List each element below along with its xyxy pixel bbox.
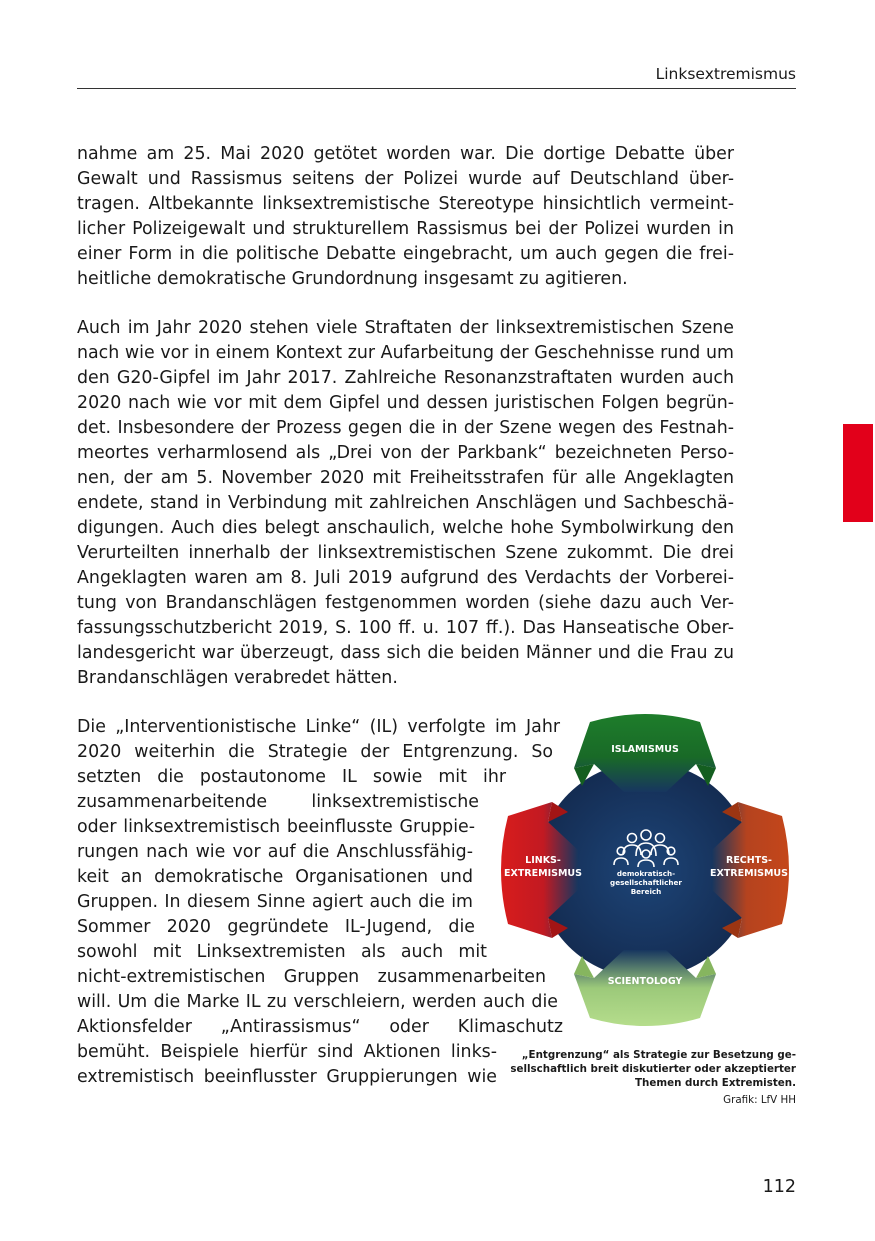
text-line: digungen. Auch dies belegt anschaulich, welche hohe Symbolwirkung den [77,518,734,538]
text-line: tragen. Altbekannte linksextremistische Stereotype hinsichtlich vermeint- [77,194,734,214]
page-number: 112 [762,1177,796,1197]
center-label-line2: gesellschaftlicher [610,878,682,887]
label-scientology: SCIENTOLOGY [607,976,683,987]
label-linksextremismus: EXTREMISMUS [504,868,582,879]
text-line: Aktionsfelder „Antirassismus“ oder Klimaschutz [77,1017,563,1037]
caption-line: „Entgrenzung“ als Strategie zur Besetzung ge- [521,1049,796,1061]
figure-credit: Grafik: LfV HH [723,1094,796,1106]
text-line: landesgericht war überzeugt, dass sich die beiden Männer und die Frau zu [77,643,734,663]
text-line: keit an demokratische Organisationen und [77,867,473,887]
text-line: extremistisch beeinflusster Gruppierungen wie [77,1067,497,1087]
text-line: einer Form in die politische Debatte eingebracht, um auch gegen die frei- [77,244,734,264]
text-line: Sommer 2020 gegründete IL-Jugend, die [77,917,475,937]
text-line: Verurteilten innerhalb der linksextremistischen Szene zukommt. Die drei [77,543,734,563]
center-label-line1: demokratisch- [616,869,676,878]
text-line: rungen nach wie vor auf die Anschlussfähig- [77,842,473,862]
entgrenzung-diagram [490,712,800,1030]
text-line: 2020 nach wie vor mit dem Gipfel und dessen juristischen Folgen begrün- [77,393,734,413]
text-line: will. Um die Marke IL zu verschleiern, werden auch die [77,992,558,1012]
text-line: nach wie vor in einem Kontext zur Aufarbeitung der Geschehnisse rund um [77,343,734,363]
paragraph-2 [77,316,734,691]
chapter-tab-marker [843,424,873,522]
label-islamismus: ISLAMISMUS [611,744,679,755]
text-line: meortes verharmlosend als „Drei von der Parkbank“ bezeichneten Perso- [77,443,734,463]
text-line: oder linksextremistisch beeinflusste Gruppie- [77,817,475,837]
text-line: setzten die postautonome IL sowie mit ihr [77,767,506,787]
text-line: Gewalt und Rassismus seitens der Polizei wurde auf Deutschland über- [77,169,734,189]
text-line: nahme am 25. Mai 2020 getötet worden war. Die dortige Debatte über [77,144,734,164]
text-line: nen, der am 5. November 2020 mit Freiheitsstrafen für alle Angeklagten [77,468,734,488]
text-line: Auch im Jahr 2020 stehen viele Straftaten der linksextremistischen Szene [77,318,734,338]
text-line: den G20-Gipfel im Jahr 2017. Zahlreiche Resonanzstraftaten wurden auch [77,368,734,388]
text-line: Gruppen. In diesem Sinne agiert auch die im [77,892,473,912]
text-line: fassungsschutzbericht 2019, S. 100 ff. u. 107 ff.). Das Hanseatische Ober- [77,618,734,638]
text-line: nicht-extremistischen Gruppen zusammenarbeiten [77,967,546,987]
caption-line: sellschaftlich breit diskutierter oder akzeptierter [510,1063,796,1075]
text-line: heitliche demokratische Grundordnung insgesamt zu agitieren. [77,269,628,289]
text-line: zusammenarbeitende linksextremistische [77,792,479,812]
text-line: Brandanschlägen verabredet hätten. [77,668,398,688]
label-rechtsextremismus: EXTREMISMUS [710,868,788,879]
text-line: 2020 weiterhin die Strategie der Entgrenzung. So [77,742,553,762]
caption-line: Themen durch Extremisten. [635,1077,796,1089]
label-links: LINKS- [525,855,561,866]
text-line: det. Insbesondere der Prozess gegen die in der Szene wegen des Festnah- [77,418,734,438]
text-line: licher Polizeigewalt und strukturellem Rassismus bei der Polizei wurden in [77,219,734,239]
text-line: bemüht. Beispiele hierfür sind Aktionen links- [77,1042,497,1062]
paragraph-1 [77,142,734,292]
center-label-line3: Bereich [630,887,662,896]
text-line: tung von Brandanschlägen festgenommen worden (siehe dazu auch Ver- [77,593,734,613]
figure-caption [505,1048,796,1090]
text-line: Angeklagten waren am 8. Juli 2019 aufgrund des Verdachts der Vorberei- [77,568,734,588]
text-line: sowohl mit Linksextremisten als auch mit [77,942,487,962]
running-header [77,64,796,89]
text-line: endete, stand in Verbindung mit zahlreichen Anschlägen und Sachbeschä- [77,493,734,513]
text-line: Die „Interventionistische Linke“ (IL) verfolgte im Jahr [77,717,560,737]
label-rechts: RECHTS- [726,855,772,866]
chapter-title: Linksextremismus [655,65,796,83]
